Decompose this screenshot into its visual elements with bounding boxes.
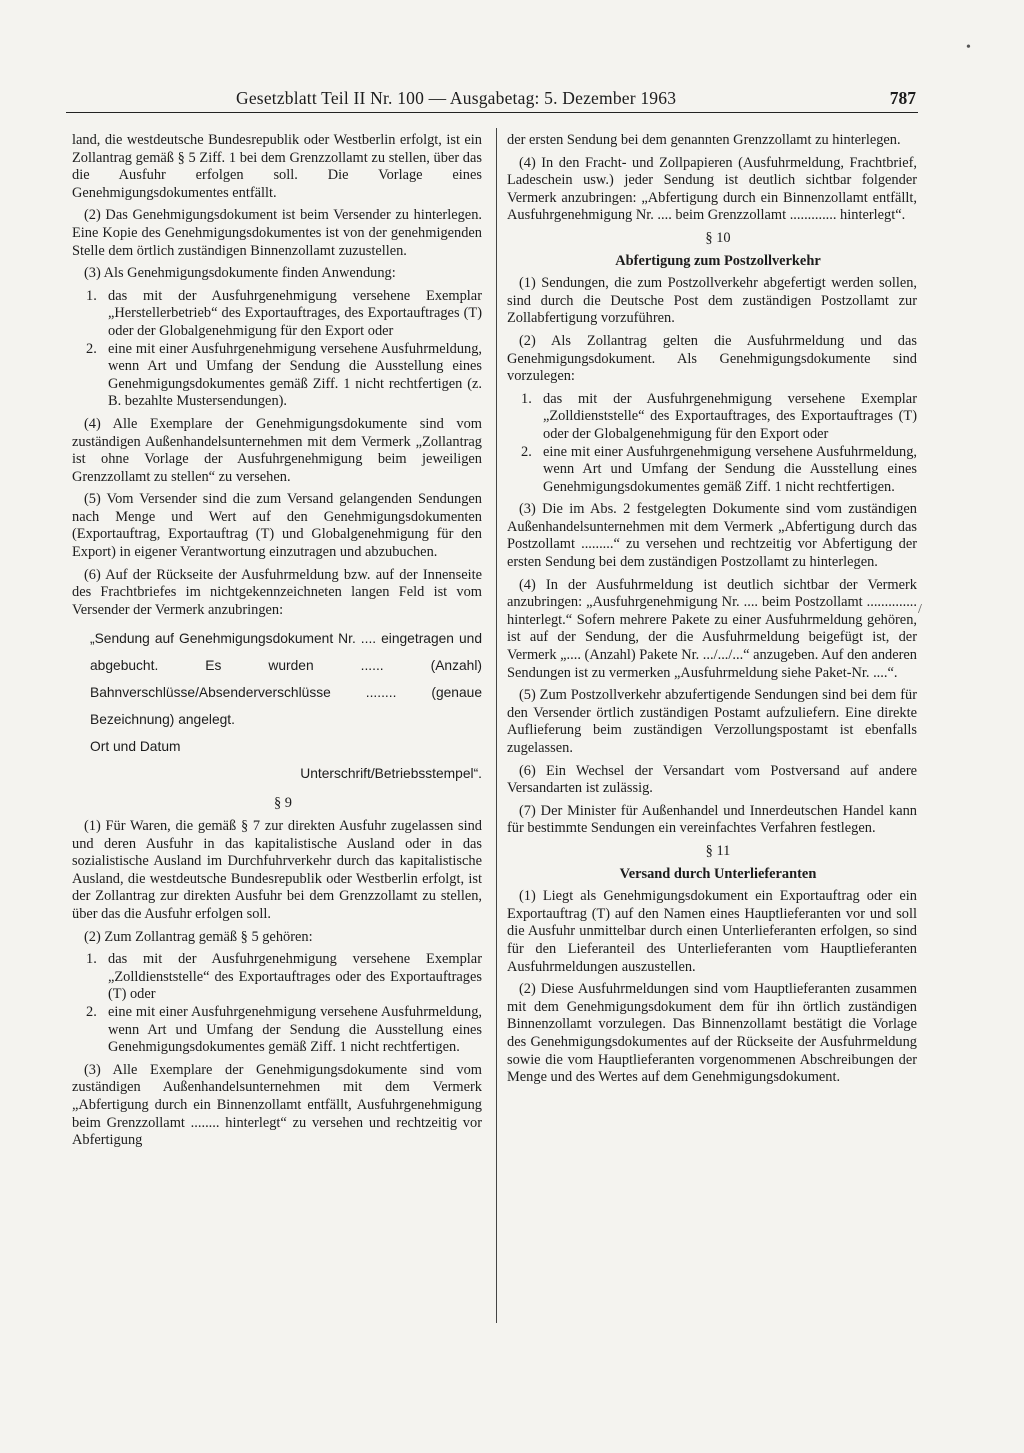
list-item-number: 1.	[86, 287, 97, 304]
enumerated-list	[507, 391, 917, 497]
paragraph: (2) Zum Zollantrag gemäß § 5 gehören:	[84, 928, 313, 945]
required-notation	[90, 625, 482, 787]
list-item-text: eine mit einer Ausfuhrgenehmigung versehene Ausfuhrmeldung, wenn Art und Umfang der Sendung die Ausstellung eines Genehmigungsdokumentes gemäß Ziff. 1 nicht rechtfertigen (z. B. bezahlte Mustersendungen).	[108, 340, 482, 410]
paragraph: (7) Der Minister für Außenhandel und Innerdeutschen Handel kann für bestimmte Sendungen ein vereinfachtes Verfahren festlegen.	[507, 802, 917, 837]
paragraph: (6) Auf der Rückseite der Ausfuhrmeldung bzw. auf der Innenseite des Frachtbriefes im nichtgekennzeichneten langen Feld ist vom Versender der Vermerk anzubringen:	[72, 566, 482, 618]
list-item-text: eine mit einer Ausfuhrgenehmigung versehene Ausfuhrmeldung, wenn Art und Umfang der Sendung die Ausstellung eines Genehmigungsdokumentes gemäß Ziff. 1 nicht rechtfertigen.	[543, 443, 917, 495]
section-number: § 11	[705, 842, 731, 859]
paragraph: (6) Ein Wechsel der Versandart vom Postversand auf andere Versandarten ist zulässig.	[507, 762, 917, 797]
section-title: Versand durch Unterlieferanten	[619, 865, 817, 882]
paragraph: der ersten Sendung bei dem genannten Grenzzollamt zu hinterlegen.	[507, 132, 901, 148]
section-title: Abfertigung zum Postzollverkehr	[615, 252, 821, 269]
right-column	[507, 132, 917, 1092]
margin-speck: •	[966, 40, 971, 55]
list-item	[521, 443, 917, 497]
list-item-number: 1.	[86, 951, 97, 968]
list-item-text: eine mit einer Ausfuhrgenehmigung versehene Ausfuhrmeldung, wenn Art und Umfang der Sendung die Ausstellung eines Genehmigungsdokumentes gemäß Ziff. 1 nicht rechtfertigen.	[108, 1003, 482, 1056]
column-divider	[496, 128, 497, 1323]
page-number: 787	[889, 88, 916, 108]
paragraph: (1) Liegt als Genehmigungsdokument ein Exportauftrag oder ein Exportauftrag (T) auf den Namen eines Hauptlieferanten vor und soll die Ausfuhr unmittelbar durch einen Unterlieferanten erfolgen, so sind für den Lieferanteil des Unterlieferanten vom Hauptlieferanten Ausfuhrmeldungen auszustellen.	[507, 888, 917, 975]
section-number: § 9	[274, 795, 292, 812]
paragraph: (4) In den Fracht- und Zollpapieren (Ausfuhrmeldung, Frachtbrief, Ladeschein usw.) jeder Sendung ist deutlich sichtbar folgender Vermerk anzubringen: „Abfertigung durch ein Binnenzollamt entfällt, Ausfuhrgenehmigung Nr. .... beim Grenzzollamt ............. hinterlegt“.	[507, 154, 917, 224]
notation-place-date: Ort und Datum	[90, 739, 181, 755]
notation-signature: Unterschrift/Betriebsstempel“.	[300, 766, 482, 782]
section-number: § 10	[705, 229, 731, 246]
paragraph: land, die westdeutsche Bundesrepublik oder Westberlin erfolgt, ist ein Zollantrag gemäß § 5 Ziff. 1 bei dem Grenzzollamt zu stellen, über das die Ausfuhr erfolgen soll. Die Vorlage eines Genehmigungsdokumentes entfällt.	[72, 132, 482, 201]
paragraph: (5) Vom Versender sind die zum Versand gelangenden Sendungen nach Menge und Wert auf den Genehmigungsdokumenten (Exportauftrag, Exportauftrag (T) und Globalgenehmigung für den Export) in eigener Verantwortung einzutragen und abzubuchen.	[72, 491, 482, 561]
list-item-text: das mit der Ausfuhrgenehmigung versehene Exemplar „Zolldienststelle“ des Exportauftrages oder des Exportauftrages (T) oder	[108, 951, 482, 1003]
list-item	[86, 340, 482, 411]
list-item-text: das mit der Ausfuhrgenehmigung versehene Exemplar „Zolldienststelle“ des Exportauftrages, des Exportauftrages (T) oder der Globalgenehmigung für den Export oder	[543, 390, 917, 442]
list-item	[86, 287, 482, 341]
header-title: Gesetzblatt Teil II Nr. 100 — Ausgabetag: 5. Dezember 1963	[236, 88, 677, 108]
list-item-number: 2.	[86, 1003, 97, 1020]
paragraph: (1) Für Waren, die gemäß § 7 zur direkten Ausfuhr zugelassen sind und deren Ausfuhr in das kapitalistische Ausland oder in das sozialistische Ausland im Durchfuhrverkehr durch das kapitalistische Ausland, die westdeutsche Bundesrepublik oder Westberlin erfolgt, ist der Zollantrag zur direkten Ausfuhr bei dem Grenzzollamt zu stellen, über das die Ausfuhr erfolgen soll.	[72, 818, 482, 922]
list-item-text: das mit der Ausfuhrgenehmigung versehene Exemplar „Herstellerbetrieb“ des Exportauftrages, des Exportauftrages (T) oder der Globalgenehmigung für den Export oder	[108, 287, 482, 339]
paragraph: (4) In der Ausfuhrmeldung ist deutlich sichtbar der Vermerk anzubringen: „Ausfuhrgenehmigung Nr. .... beim Postzollamt .............. hinterlegt.“ Sofern mehrere Pakete zu einer Ausfuhrmeldung gehören, ist auf der Sendung, der die Ausfuhrmeldung beigefügt ist, der Vermerk „.... (Anzahl) Pakete Nr. .../.../...“ anzugeben. Auf den anderen Sendungen ist zu vermerken „Ausfuhrmeldung siehe Paket-Nr. ....“.	[507, 576, 917, 681]
list-item-number: 2.	[521, 443, 532, 460]
paragraph: (3) Die im Abs. 2 festgelegten Dokumente sind vom zuständigen Außenhandelsunternehmen mit dem Vermerk „Abfertigung durch das Postzollamt .........“ zu versehen und rechtzeitig vor Abfertigung der ersten Sendung bei dem zuständigen Postzollamt zu hinterlegen.	[507, 501, 917, 571]
list-item	[86, 1003, 482, 1057]
paragraph: (3) Als Genehmigungsdokumente finden Anwendung:	[84, 265, 396, 282]
paragraph: (2) Das Genehmigungsdokument ist beim Versender zu hinterlegen. Eine Kopie des Genehmigungsdokumentes ist von der genehmigenden Stelle dem örtlich zuständigen Binnenzollamt zuzustellen.	[72, 207, 482, 259]
notation-text: „Sendung auf Genehmigungsdokument Nr. .... eingetragen und abgebucht. Es wurden ...... (Anzahl) Bahnverschlüsse/Absenderverschlüsse ........ (genaue Bezeichnung) angelegt.	[90, 631, 482, 728]
paragraph: (2) Als Zollantrag gelten die Ausfuhrmeldung und das Genehmigungsdokument. Als Genehmigungsdokumente sind vorzulegen:	[507, 332, 917, 385]
list-item-number: 1.	[521, 390, 532, 407]
enumerated-list	[72, 288, 482, 411]
left-column	[72, 132, 482, 1155]
paragraph: (1) Sendungen, die zum Postzollverkehr abgefertigt werden sollen, sind durch die Deutsche Post dem zuständigen Postzollamt zur Zollabfertigung vorzuführen.	[507, 275, 917, 327]
paragraph: (4) Alle Exemplare der Genehmigungsdokumente sind vom zuständigen Außenhandelsunternehmen mit dem Vermerk „Zollantrag ist ohne Vorlage der Ausfuhrgenehmigung beim jeweiligen Grenzzollamt zu stellen“ zu versehen.	[72, 415, 482, 485]
paragraph: (5) Zum Postzollverkehr abzufertigende Sendungen sind bei dem für den Versender örtlich zuständigen Postamt aufzuliefern. Eine direkte Auflieferung beim zuständigen Verzollungspostamt ist ebenfalls zugelassen.	[507, 687, 917, 756]
list-item	[86, 951, 482, 1004]
page-header	[66, 88, 918, 113]
list-item	[521, 390, 917, 444]
paragraph: (3) Alle Exemplare der Genehmigungsdokumente sind vom zuständigen Außenhandelsunternehmen mit dem Vermerk „Abfertigung durch ein Binnenzollamt entfällt, Ausfuhrgenehmigung beim Grenzzollamt ........ hinterlegt“ zu versehen und rechtzeitig vor Abfertigung	[72, 1061, 482, 1149]
paragraph: (2) Diese Ausfuhrmeldungen sind vom Hauptlieferanten zusammen mit dem Genehmigungsdokument dem für ihn örtlich zuständigen Binnenzollamt vorzulegen. Das Binnenzollamt bestätigt die Vorlage des Genehmigungsdokumentes auf der Rückseite der Ausfuhrmeldung sowie die vom Hauptlieferanten vorgenommenen Abschreibungen der Menge und des Wertes auf dem Genehmigungsdokument.	[507, 981, 917, 1086]
list-item-number: 2.	[86, 340, 97, 357]
enumerated-list	[72, 951, 482, 1057]
margin-pencil-mark: /	[918, 602, 922, 617]
